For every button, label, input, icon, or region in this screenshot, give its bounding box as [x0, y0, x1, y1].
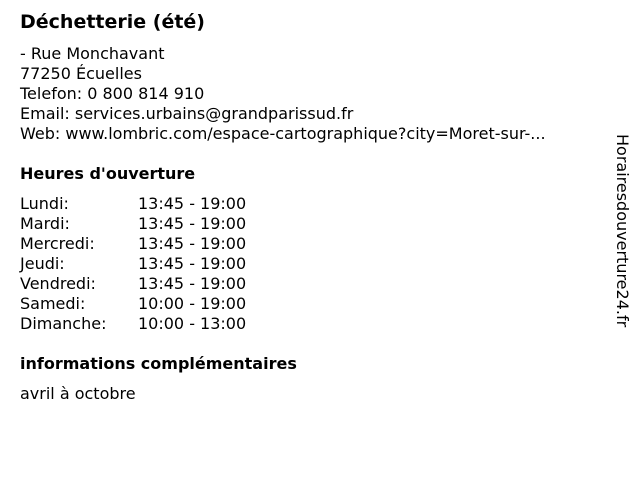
hours-row	[20, 314, 246, 334]
hours-day: Lundi:	[20, 194, 69, 213]
hours-time: 13:45 - 19:00	[138, 234, 247, 253]
contact-block	[20, 44, 546, 144]
hours-row	[20, 294, 246, 314]
page-title: Déchetterie (été)	[20, 11, 205, 33]
hours-day: Mercredi:	[20, 234, 95, 253]
hours-time: 13:45 - 19:00	[138, 214, 247, 233]
hours-time: 13:45 - 19:00	[138, 194, 247, 213]
hours-time: 13:45 - 19:00	[138, 254, 247, 273]
email-line: Email: services.urbains@grandparissud.fr	[20, 104, 354, 123]
web-line: Web: www.lombric.com/espace-cartographique?city=Moret-sur-...	[20, 124, 546, 143]
hours-row	[20, 274, 246, 294]
address-street: - Rue Monchavant	[20, 44, 165, 63]
hours-row	[20, 214, 246, 234]
hours-row	[20, 254, 246, 274]
hours-day: Vendredi:	[20, 274, 96, 293]
info-heading: informations complémentaires	[20, 354, 297, 373]
hours-row	[20, 194, 246, 214]
hours-heading: Heures d'ouverture	[20, 164, 196, 183]
hours-time: 10:00 - 19:00	[138, 294, 247, 313]
hours-day: Mardi:	[20, 214, 70, 233]
hours-row	[20, 234, 246, 254]
info-text: avril à octobre	[20, 384, 136, 403]
site-watermark: Horairesdouverture24.fr	[613, 134, 632, 328]
hours-day: Dimanche:	[20, 314, 107, 333]
hours-table	[20, 194, 246, 334]
hours-day: Jeudi:	[20, 254, 65, 273]
address-city: 77250 Écuelles	[20, 64, 142, 83]
hours-day: Samedi:	[20, 294, 86, 313]
hours-time: 13:45 - 19:00	[138, 274, 247, 293]
hours-time: 10:00 - 13:00	[138, 314, 247, 333]
phone-line: Telefon: 0 800 814 910	[20, 84, 205, 103]
